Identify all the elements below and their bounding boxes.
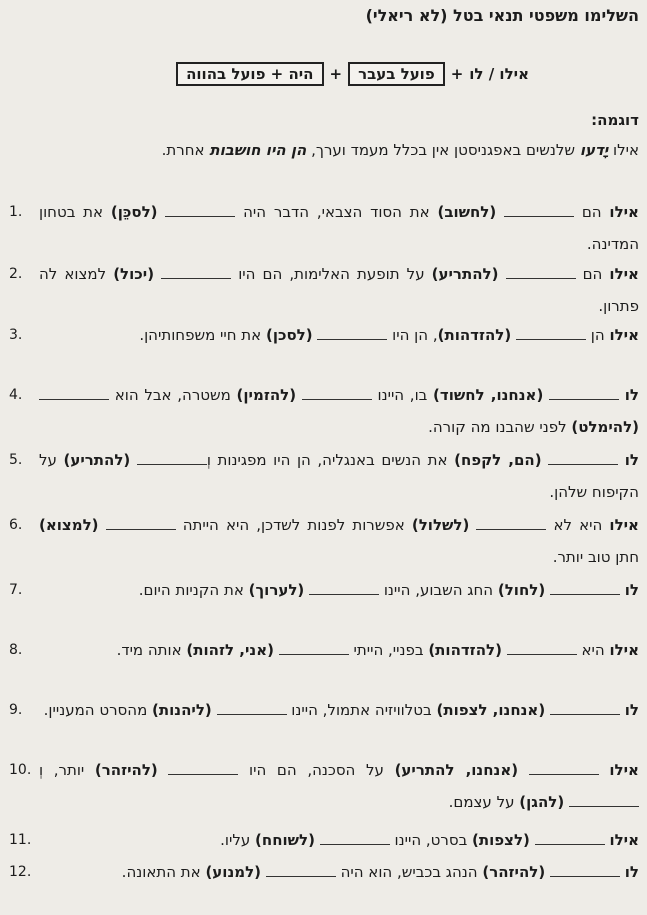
answer-blank[interactable] xyxy=(137,450,207,465)
example-verb-1: יָדעו xyxy=(579,141,609,159)
answer-blank[interactable] xyxy=(302,385,372,400)
example-verb-2: הן היו חושבות xyxy=(209,141,307,159)
exercise-item xyxy=(7,856,639,888)
exercise-number: 9. xyxy=(9,702,23,718)
answer-blank[interactable] xyxy=(549,385,619,400)
exercise-item xyxy=(7,754,639,818)
formula-start: אילו / לו xyxy=(469,65,529,83)
exercise-text: אילו הן (להזדהות), הן היו (לסכן) את חיי משפחותיהן. xyxy=(139,326,639,344)
exercise-number: 7. xyxy=(9,582,23,598)
answer-blank[interactable] xyxy=(550,580,620,595)
answer-blank[interactable] xyxy=(39,385,109,400)
exercise-number: 2. xyxy=(9,266,23,282)
answer-blank[interactable] xyxy=(548,450,618,465)
answer-blank[interactable] xyxy=(529,760,599,775)
exercise-item xyxy=(7,196,639,260)
exercise-number: 4. xyxy=(9,387,23,403)
exercise-text: אילו היא לא (לשלול) אפשרות לפנות לשדכן, היא הייתה (למצוא) חתן טוב יותר. xyxy=(39,516,639,566)
formula-box-was-present: היה + פועל בהווה xyxy=(176,62,323,86)
exercise-text: אילו הם (להתריע) על תופעת האלימות, הם היו (יכול) למצוא לה פתרון. xyxy=(39,265,639,315)
formula-row xyxy=(176,62,529,86)
exercise-item xyxy=(7,319,639,351)
exercise-number: 11. xyxy=(9,832,32,848)
answer-blank[interactable] xyxy=(504,202,574,217)
exercise-item xyxy=(7,379,639,443)
exercise-number: 5. xyxy=(9,452,23,468)
answer-blank[interactable] xyxy=(476,515,546,530)
example-mid: שלנשים באפגניסטן אין בכלל מעמד וערך, xyxy=(311,141,576,159)
exercise-text: לו (הם, לקפח) את הנשים באנגליה, הן היו מפגינות וְ (להתריע) על הקיפוח שלהן. xyxy=(39,451,639,501)
exercise-number: 3. xyxy=(9,327,23,343)
answer-blank[interactable] xyxy=(168,760,238,775)
exercise-text: לו (לחול) החג השבוע, היינו (לערוך) את הקניות היום. xyxy=(138,581,639,599)
exercise-number: 10. xyxy=(9,762,32,778)
example-sentence xyxy=(162,141,639,159)
answer-blank[interactable] xyxy=(309,580,379,595)
answer-blank[interactable] xyxy=(161,264,231,279)
answer-blank[interactable] xyxy=(506,264,576,279)
formula-box-past-verb: פועל בעבר xyxy=(348,62,445,86)
exercise-item xyxy=(7,824,639,856)
exercise-text: אילו (אנחנו, להתריע) על הסכנה, הם היו (להיזהר) יותר, וְ (להגן) על עצמם. xyxy=(39,761,639,811)
answer-blank[interactable] xyxy=(266,862,336,877)
exercise-text: לו (להיזהר) הנהג בכביש, הוא היה (למנוע) את התאונה. xyxy=(121,863,639,881)
exercise-number: 1. xyxy=(9,204,23,220)
formula-plus-1: + xyxy=(450,65,464,83)
exercise-item xyxy=(7,258,639,322)
exercise-item xyxy=(7,574,639,606)
answer-blank[interactable] xyxy=(550,862,620,877)
answer-blank[interactable] xyxy=(507,640,577,655)
answer-blank[interactable] xyxy=(165,202,235,217)
answer-blank[interactable] xyxy=(217,700,287,715)
example-label: דוגמה: xyxy=(591,111,639,129)
answer-blank[interactable] xyxy=(535,830,605,845)
exercise-text: אילו (לצפות) בסרט, היינו (לשוחח) עליו. xyxy=(220,831,639,849)
answer-blank[interactable] xyxy=(320,830,390,845)
exercise-number: 8. xyxy=(9,642,23,658)
answer-blank[interactable] xyxy=(569,792,639,807)
exercise-number: 6. xyxy=(9,517,23,533)
exercise-item xyxy=(7,444,639,508)
answer-blank[interactable] xyxy=(516,325,586,340)
answer-blank[interactable] xyxy=(279,640,349,655)
page-title: השלימו משפטי תנאי בטל (לא ריאלי) xyxy=(365,6,639,25)
answer-blank[interactable] xyxy=(106,515,176,530)
answer-blank[interactable] xyxy=(550,700,620,715)
exercise-text: לו (אנחנו, לחשוד) בו, היינו (להזמין) משטרה, אבל הוא (להימלט) לפני שהבנו מה קורה. xyxy=(39,379,639,443)
example-post: אחרת. xyxy=(161,141,205,159)
exercise-text: אילו הם (לחשוב) את הסוד הצבאי, הדבר היה (לסכֵּן) את בטחון המדינה. xyxy=(39,203,639,253)
formula-plus-2: + xyxy=(329,65,343,83)
exercise-item xyxy=(7,694,639,726)
exercise-item xyxy=(7,509,639,573)
answer-blank[interactable] xyxy=(317,325,387,340)
example-pre: אילו xyxy=(613,141,639,159)
exercise-text: לו (אנחנו, לצפות) בטלוויזיה אתמול, היינו (ליהנות) מהסרט המעניין. xyxy=(43,701,639,719)
exercise-number: 12. xyxy=(9,864,32,880)
exercise-text: אילו היא (להזדהות) בפניי, הייתי (אני, לזהות) אותה מיד. xyxy=(116,641,639,659)
exercise-item xyxy=(7,634,639,666)
